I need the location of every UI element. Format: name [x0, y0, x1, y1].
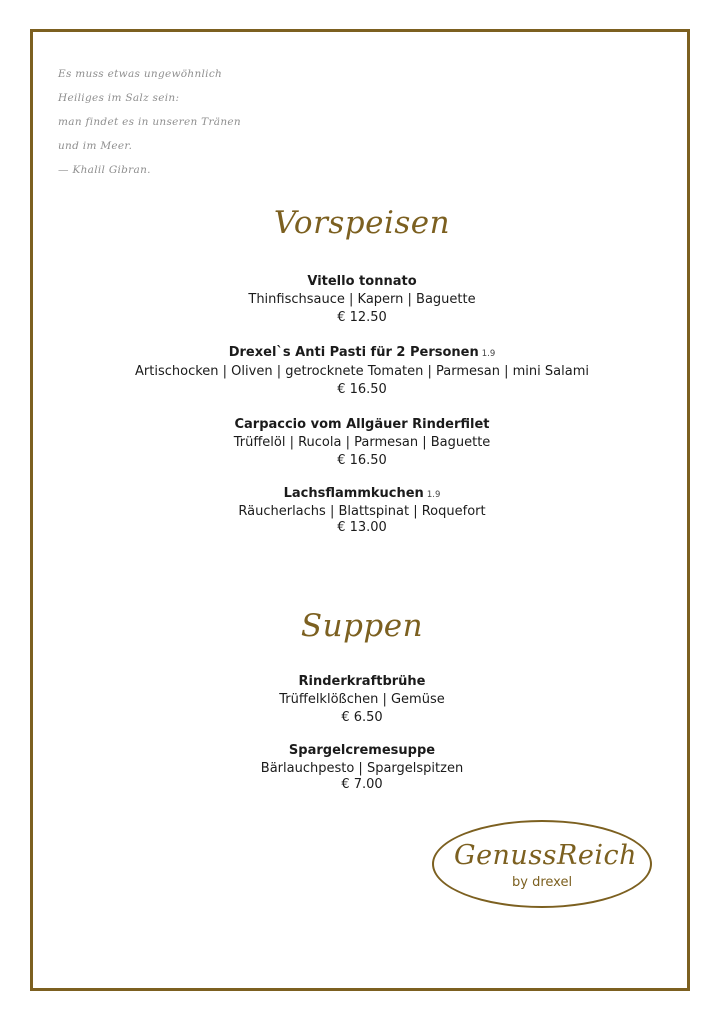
menu-item-price: € 16.50 [337, 453, 387, 468]
menu-item-spargelcremesuppe [0, 742, 724, 792]
menu-item-price: € 13.00 [337, 520, 387, 535]
menu-item-description: Bärlauchpesto | Spargelspitzen [260, 761, 464, 776]
quote-line: und im Meer. [58, 140, 133, 152]
section-title-vorspeisen: Vorspeisen [273, 205, 451, 241]
menu-item-price: € 7.00 [341, 777, 383, 792]
quote-line: man findet es in unseren Tränen [58, 116, 241, 128]
menu-item-price: € 16.50 [337, 382, 387, 397]
menu-item-name: Spargelcremesuppe [288, 743, 436, 758]
menu-item-note: 1.9 [481, 349, 496, 359]
menu-item-description: Räucherlachs | Blattspinat | Roquefort [238, 504, 486, 519]
menu-item-name: Vitello tonnato [307, 274, 417, 289]
menu-item-price: € 6.50 [341, 710, 383, 725]
menu-item-description: Trüffelklößchen | Gemüse [279, 692, 445, 707]
quote-block [58, 62, 241, 182]
menu-item-description: Thinfischsauce | Kapern | Baguette [248, 292, 476, 307]
menu-item-description: Artischocken | Oliven | getrocknete Tomaten | Parmesan | mini Salami [135, 364, 589, 379]
menu-item-anti-pasti [0, 344, 724, 399]
menu-item-name: Drexel`s Anti Pasti für 2 Personen 1.9 [228, 345, 496, 360]
quote-line: Es muss etwas ungewöhnlich [58, 68, 223, 80]
genussreich-logo [432, 820, 654, 910]
menu-item-note: 1.9 [426, 490, 441, 500]
menu-item-name: Carpaccio vom Allgäuer Rinderfilet [234, 417, 490, 432]
logo-subtitle: by drexel [512, 875, 573, 890]
menu-item-lachsflammkuchen [0, 485, 724, 536]
menu-item-price: € 12.50 [337, 310, 387, 325]
quote-author: — Khalil Gibran. [58, 164, 151, 176]
menu-item-name: Lachsflammkuchen 1.9 [283, 486, 441, 501]
quote-line: Heiliges im Salz sein: [58, 92, 180, 104]
menu-item-rinderkraftbruehe [0, 673, 724, 727]
menu-item-carpaccio [0, 416, 724, 470]
menu-item-description: Trüffelöl | Rucola | Parmesan | Baguette [233, 435, 491, 450]
section-title-suppen: Suppen [300, 608, 424, 644]
menu-item-name: Rinderkraftbrühe [298, 674, 426, 689]
menu-item-vitello-tonnato [0, 273, 724, 327]
logo-wordmark: GenussReich [454, 840, 637, 871]
